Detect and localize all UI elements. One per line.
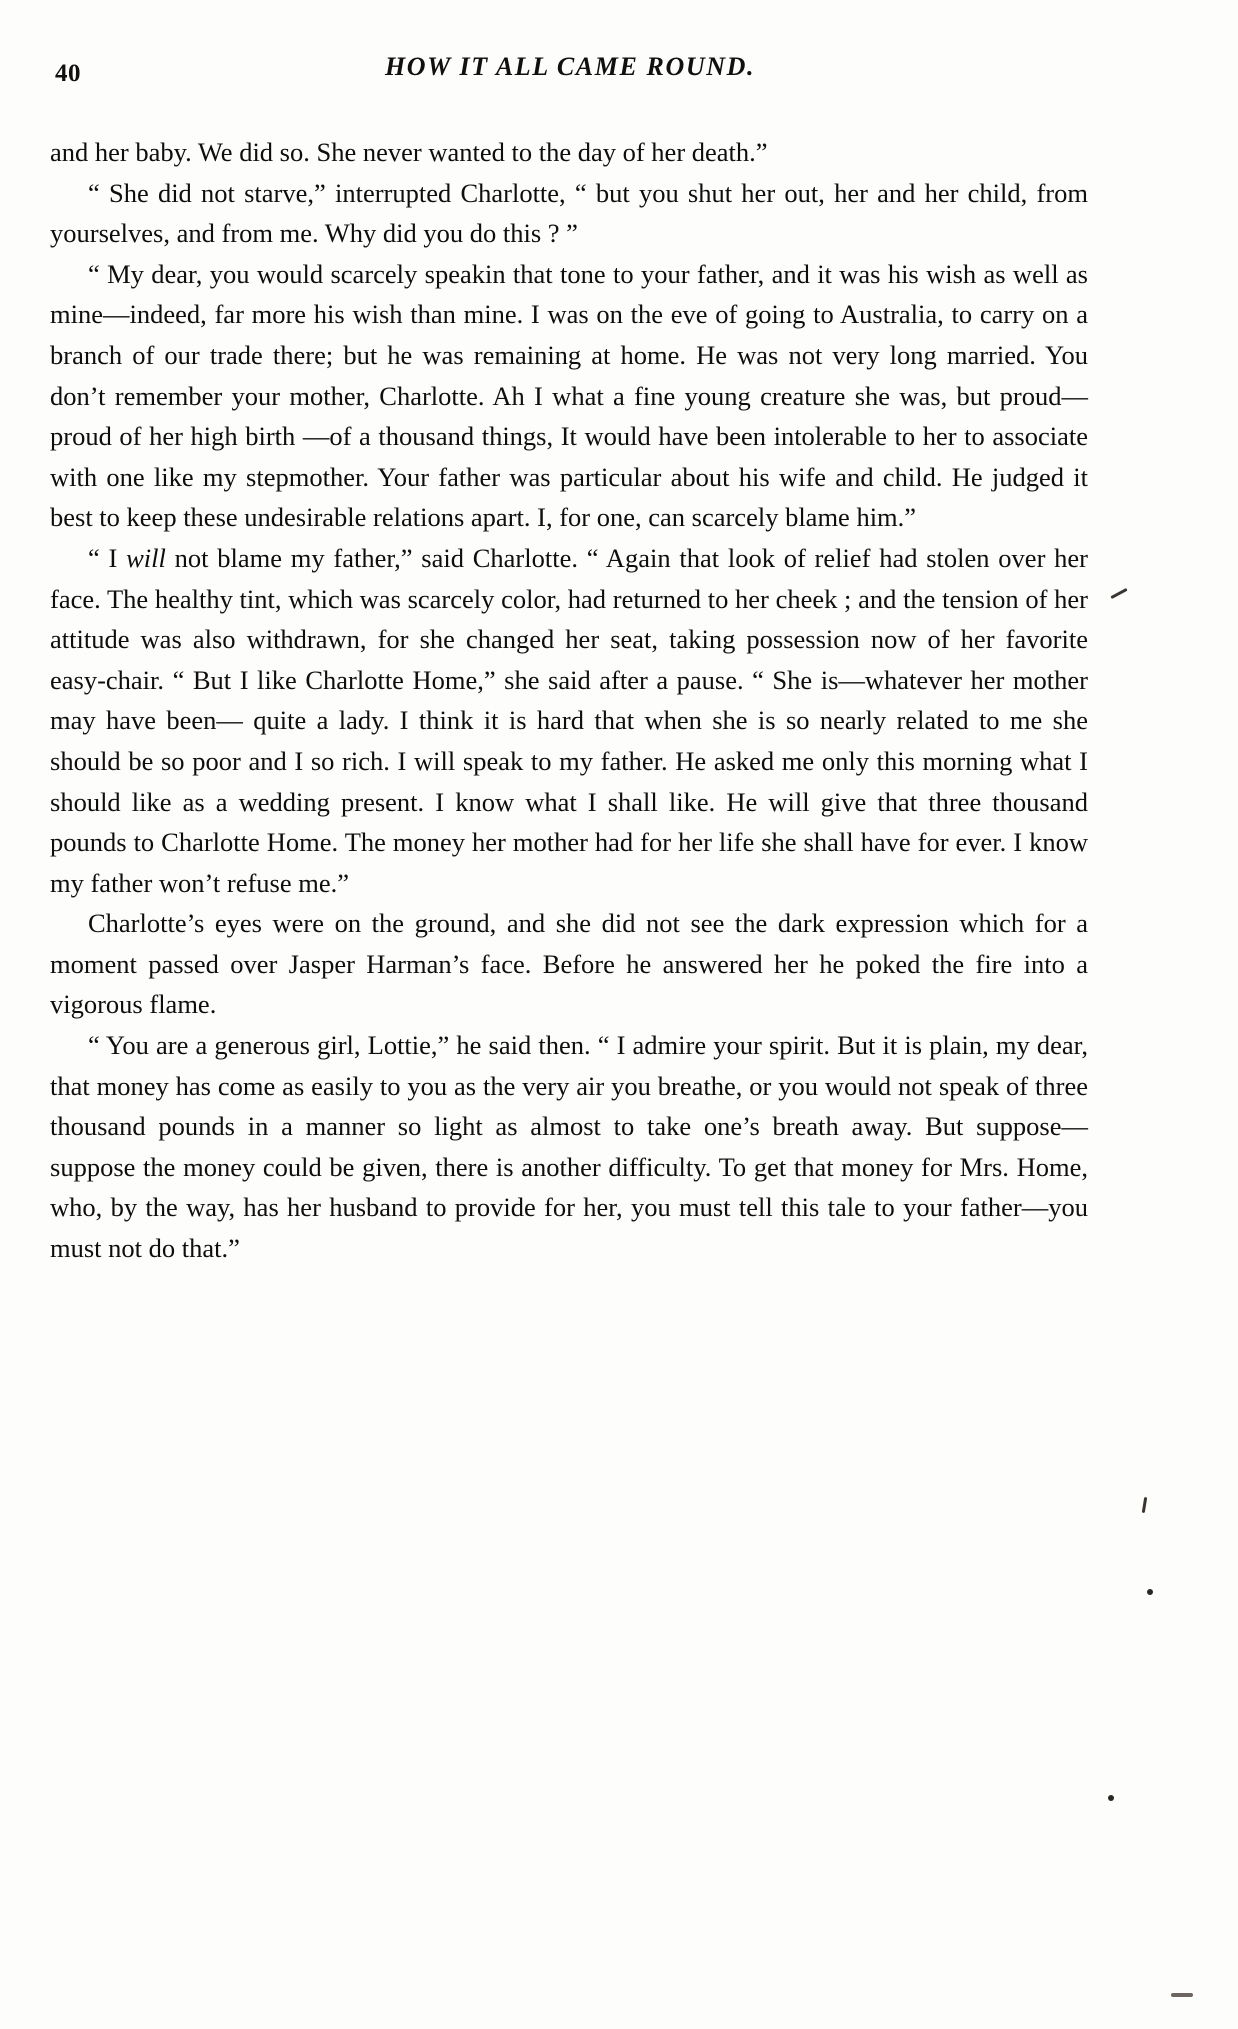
- paragraph: “ My dear, you would scarcely speakin that tone to your father, and it was his wish as well as mine—indeed, far more his wish than mine. I was on the eve of going to Australia, to carry on a branch of our trade there; but he was remaining at home. He was not very long married. You don’t remember your mother, Charlotte. Ah I what a fine young creature she was, but proud—proud of her high birth —of a thousand things, It would have been intolerable to her to associate with one like my stepmother. Your father was particular about his wife and child. He judged it best to keep these undesirable relations apart. I, for one, can scarcely blame him.”: [50, 258, 1088, 533]
- paragraph-rest: not blame my father,” said Charlotte. “ Again that look of relief had stolen over her face. The healthy tint, which was scarcely color, had returned to her cheek ; and the tension of her attitude was also withdrawn, for she changed her seat, taking possession now of her favorite easy-chair. “ But I like Charlotte Home,” she said after a pause. “ She is—whatever her mother may have been— quite a lady. I think it is hard that when she is so nearly related to me she should be so poor and I so rich. I will speak to my father. He asked me only this morning what I should like as a wedding present. I know what I shall like. He will give that three thousand pounds to Charlotte Home. The money her mother had for her life she shall have for ever. I know my father won’t refuse me.”: [50, 542, 1088, 898]
- running-title: HOW IT ALL CAME ROUND.: [384, 52, 756, 81]
- margin-speck-icon: [1110, 588, 1127, 599]
- margin-speck-icon: [1108, 1795, 1114, 1801]
- paragraph-lead: “ I: [88, 542, 127, 573]
- italic-word: will: [126, 542, 166, 573]
- body-text: [50, 132, 1088, 1269]
- page-number: 40: [55, 60, 81, 87]
- page-header: [55, 52, 1185, 92]
- paragraph: and her baby. We did so. She never wanted to the day of her death.”: [50, 137, 768, 167]
- margin-speck-icon: [1147, 1589, 1153, 1595]
- paragraph: Charlotte’s eyes were on the ground, and she did not see the dark expression which for a moment passed over Jasper Harman’s face. Before he answered her he poked the fire into a vigorous flame.: [50, 908, 1088, 1020]
- margin-speck-icon: [1142, 1497, 1147, 1513]
- margin-speck-icon: [1171, 1993, 1193, 1997]
- paragraph: “ You are a generous girl, Lottie,” he said then. “ I admire your spirit. But it is plain, my dear, that money has come as easily to you as the very air you breathe, or you would not speak of three thousand pounds in a manner so light as almost to take one’s breath away. But suppose— suppose the money could be given, there is another difficulty. To get that money for Mrs. Home, who, by the way, has her husband to provide for her, you must tell this tale to your father—you must not do that.”: [50, 1030, 1088, 1264]
- paragraph: “ She did not starve,” interrupted Charlotte, “ but you shut her out, her and her child, from yourselves, and from me. Why did you do this ? ”: [50, 177, 1088, 249]
- paragraph-with-italic: [50, 538, 1088, 903]
